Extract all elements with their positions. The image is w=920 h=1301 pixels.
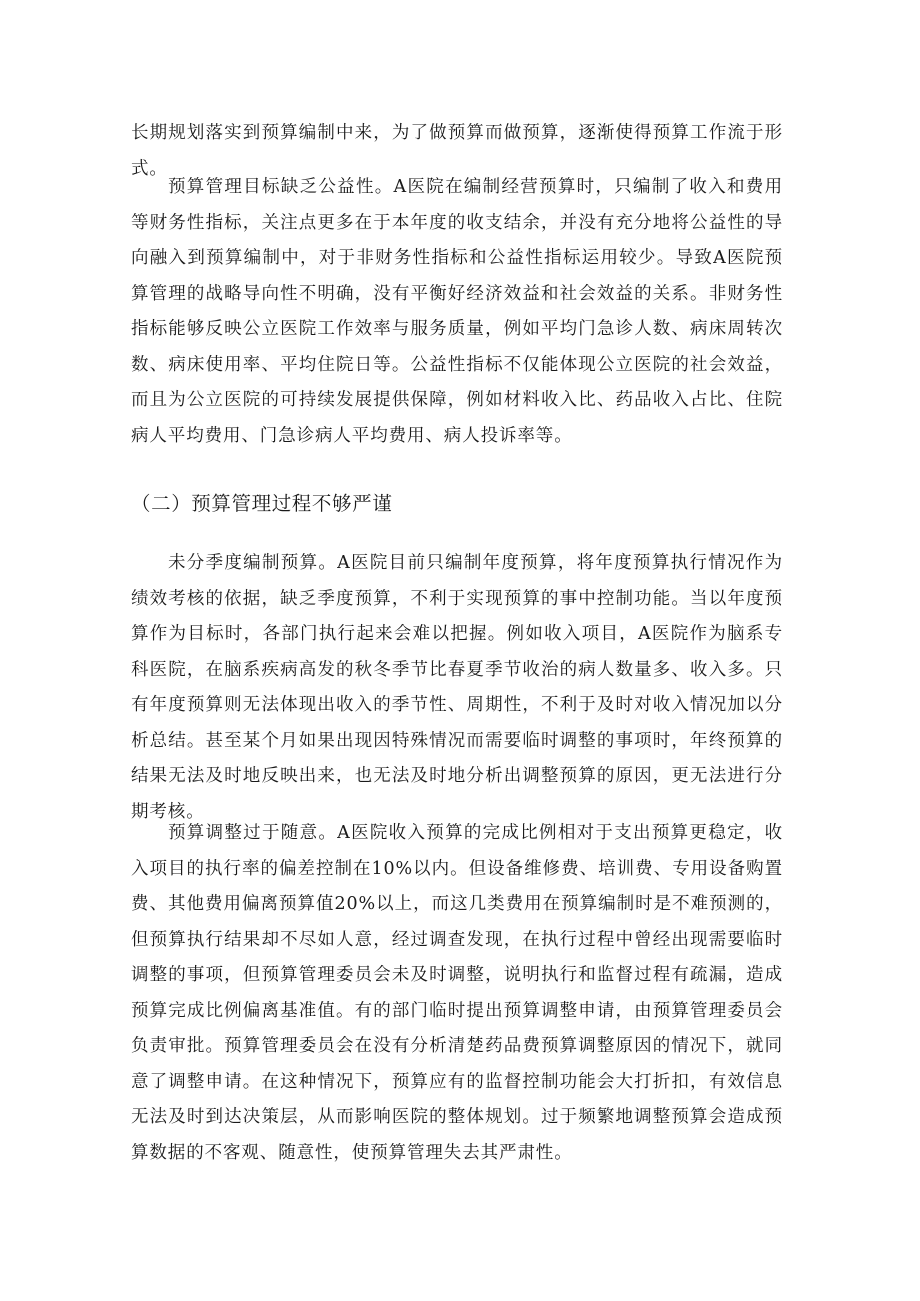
- continuation-paragraph: 长期规划落实到预算编制中来，为了做预算而做预算，逐渐使得预算工作流于形式。: [131, 123, 783, 179]
- paragraph-quarterly-budget: 未分季度编制预算。A医院目前只编制年度预算，将年度预算执行情况作为绩效考核的依据，缺乏季度预算，不利于实现预算的事中控制功能。当以年度预算作为目标时，各部门执行起来会难以把握。例如收入项目，A医院作为脑系专科医院，在脑系疾病高发的秋冬季节比春夏季节收治的病人数量多、收入多。只有年度预算则无法体现出收入的季节性、周期性，不利于及时对收入情况加以分析总结。甚至某个月如果出现因特殊情况而需要临时调整的事项时，年终预算的结果无法及时地反映出来，也无法及时地分析出调整预算的原因，更无法进行分期考核。: [131, 553, 783, 822]
- paragraph-budget-adjustment: 预算调整过于随意。A医院收入预算的完成比例相对于支出预算更稳定，收入项目的执行率的偏差控制在10%以内。但设备维修费、培训费、专用设备购置费、其他费用偏离预算值20%以上，而这几类费用在预算编制时是不难预测的，但预算执行结果却不尽如人意，经过调查发现，在执行过程中曾经出现需要临时调整的事项，但预算管理委员会未及时调整，说明执行和监督过程有疏漏，造成预算完成比例偏离基准值。有的部门临时提出预算调整申请，由预算管理委员会负责审批。预算管理委员会在没有分析清楚药品费预算调整原因的情况下，就同意了调整申请。在这种情况下，预算应有的监督控制功能会大打折扣，有效信息无法及时到达决策层，从而影响医院的整体规划。过于频繁地调整预算会造成预算数据的不客观、随意性，使预算管理失去其严肃性。: [131, 823, 783, 1163]
- section-heading: （二）预算管理过程不够严谨: [131, 492, 393, 515]
- paragraph-public-welfare-goal: 预算管理目标缺乏公益性。A医院在编制经营预算时，只编制了收入和费用等财务性指标，关注点更多在于本年度的收支结余，并没有充分地将公益性的导向融入到预算编制中，对于非财务性指标和公益性指标运用较少。导致A医院预算管理的战略导向性不明确，没有平衡好经济效益和社会效益的关系。非财务性指标能够反映公立医院工作效率与服务质量，例如平均门急诊人数、病床周转次数、病床使用率、平均住院日等。公益性指标不仅能体现公立医院的社会效益，而且为公立医院的可持续发展提供保障，例如材料收入比、药品收入占比、住院病人平均费用、门急诊病人平均费用、病人投诉率等。: [131, 177, 783, 446]
